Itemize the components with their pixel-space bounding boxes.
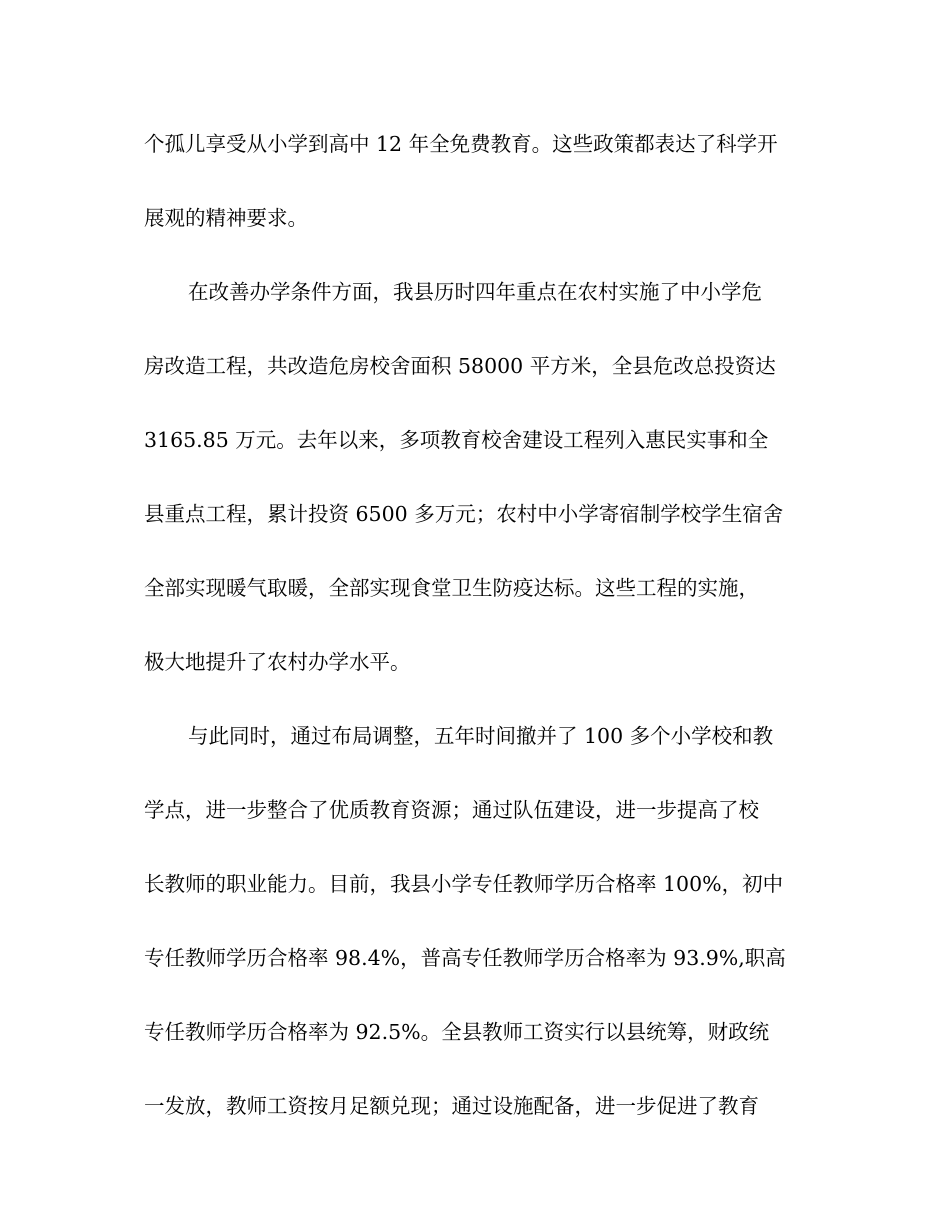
text-line: 学点，进一步整合了优质教育资源；通过队伍建设，进一步提高了校 [144,798,759,822]
text-line: 专任教师学历合格率 98.4%，普高专任教师学历合格率为 93.9%,职高 [144,946,786,970]
text-line: 一发放，教师工资按月足额兑现；通过设施配备，进一步促进了教育 [144,1094,759,1118]
paragraph-start-line: 在改善办学条件方面，我县历时四年重点在农村实施了中小学危 [188,280,762,304]
text-line: 极大地提升了农村办学水平。 [144,650,411,674]
text-line: 县重点工程，累计投资 6500 多万元；农村中小学寄宿制学校学生宿舍 [144,502,784,526]
text-line: 全部实现暖气取暖，全部实现食堂卫生防疫达标。这些工程的实施， [144,576,759,600]
text-line: 长教师的职业能力。目前，我县小学专任教师学历合格率 100%，初中 [144,872,784,896]
paragraph-start-line: 与此同时，通过布局调整，五年时间撤并了 100 多个小学校和教 [188,724,774,748]
body-text [144,120,809,1156]
text-line: 个孤儿享受从小学到高中 12 年全免费教育。这些政策都表达了科学开 [144,132,778,156]
text-line: 3165.85 万元。去年以来，多项教育校舍建设工程列入惠民实事和全 [144,428,769,452]
text-line: 专任教师学历合格率为 92.5%。全县教师工资实行以县统筹，财政统 [144,1020,770,1044]
text-line: 房改造工程，共改造危房校舍面积 58000 平方米，全县危改总投资达 [144,354,776,378]
text-line: 展观的精神要求。 [144,206,308,230]
